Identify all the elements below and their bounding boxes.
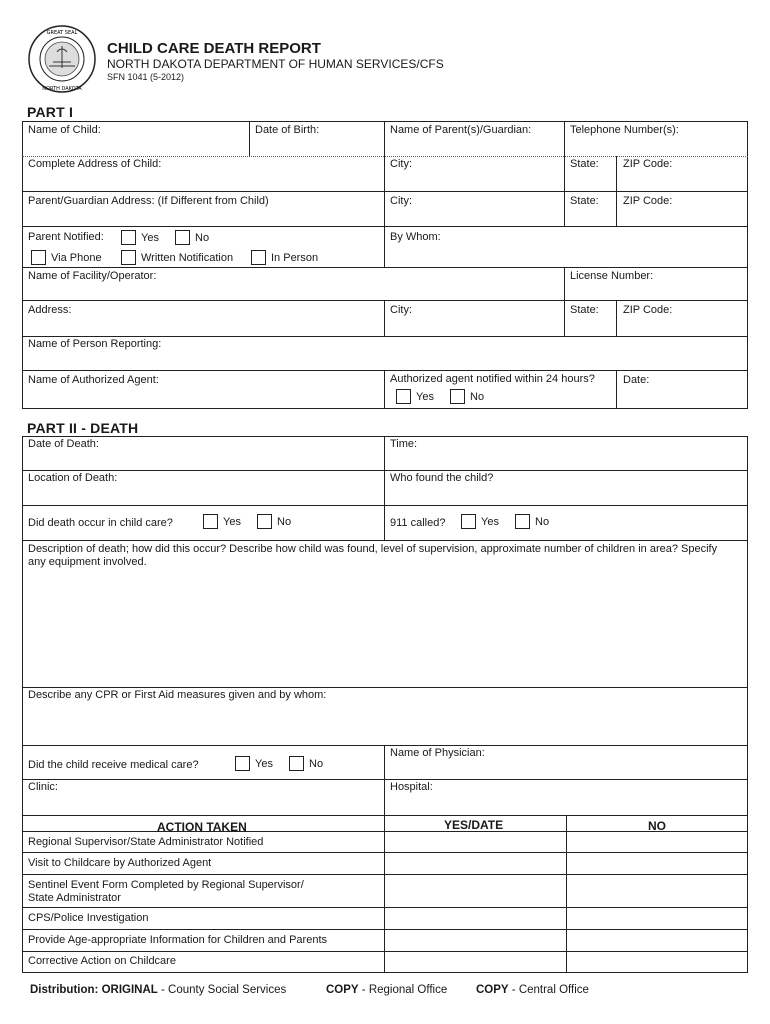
copy-label: COPY <box>326 984 359 996</box>
child-address-field[interactable]: Complete Address of Child: <box>28 158 162 170</box>
form-title: CHILD CARE DEATH REPORT <box>107 40 321 57</box>
clinic-field[interactable]: Clinic: <box>28 781 58 793</box>
in-person-label: In Person <box>271 252 319 264</box>
person-reporting-field[interactable]: Name of Person Reporting: <box>28 338 162 350</box>
copy-central-dest: - Central Office <box>508 984 589 996</box>
death-in-care-yes-checkbox[interactable] <box>203 514 218 529</box>
guardian-state-field[interactable]: State: <box>570 195 599 207</box>
guardian-zip-field[interactable]: ZIP Code: <box>623 195 673 207</box>
guardian-city-field[interactable]: City: <box>390 195 412 207</box>
called-911-no-label: No <box>535 516 550 528</box>
date-of-death-field[interactable]: Date of Death: <box>28 438 99 450</box>
medical-care-yes-checkbox[interactable] <box>235 756 250 771</box>
physician-field[interactable]: Name of Physician: <box>390 747 485 759</box>
agent-notified-label: Authorized agent notified within 24 hours? <box>390 373 595 385</box>
copy-central <box>476 984 589 997</box>
medical-care-label: Did the child receive medical care? <box>28 759 199 771</box>
action-row: CPS/Police Investigation <box>28 912 149 924</box>
death-in-care-yes-label: Yes <box>223 516 241 528</box>
part2-heading: PART II - DEATH <box>27 420 139 436</box>
name-of-child-field[interactable]: Name of Child: <box>28 124 101 136</box>
action-row: Sentinel Event Form Completed by Regional Supervisor/ State Administrator <box>28 879 304 904</box>
action-row: Provide Age-appropriate Information for Children and Parents <box>28 934 328 946</box>
part1-heading: PART I <box>27 104 74 120</box>
parent-notified-yes-checkbox[interactable] <box>121 230 136 245</box>
called-911-yes-label: Yes <box>481 516 499 528</box>
action-taken-header: ACTION TAKEN <box>157 820 247 834</box>
telephone-field[interactable]: Telephone Number(s): <box>570 124 679 136</box>
form-number: SFN 1041 (5-2012) <box>107 72 185 82</box>
time-field[interactable]: Time: <box>390 438 418 450</box>
license-field[interactable]: License Number: <box>570 270 654 282</box>
copy-regional <box>326 984 447 997</box>
by-whom-field[interactable]: By Whom: <box>390 231 441 243</box>
parent-name-field[interactable]: Name of Parent(s)/Guardian: <box>390 124 532 136</box>
agent-notified-no-checkbox[interactable] <box>450 389 465 404</box>
agent-notified-no-label: No <box>470 391 485 403</box>
child-city-field[interactable]: City: <box>390 158 412 170</box>
distribution-label: Distribution: <box>30 984 99 996</box>
written-notification-label: Written Notification <box>141 252 234 264</box>
agent-notified-yes-checkbox[interactable] <box>396 389 411 404</box>
agent-notified-yes-label: Yes <box>416 391 434 403</box>
facility-field[interactable]: Name of Facility/Operator: <box>28 270 157 282</box>
copy-label: COPY <box>476 984 509 996</box>
parent-notified-label: Parent Notified: <box>28 231 104 243</box>
state-seal <box>27 24 97 94</box>
child-state-field[interactable]: State: <box>570 158 599 170</box>
who-found-field[interactable]: Who found the child? <box>390 472 494 484</box>
action-row: Corrective Action on Childcare <box>28 955 176 967</box>
yes-date-header: YES/DATE <box>444 818 504 832</box>
action-row: Regional Supervisor/State Administrator Notified <box>28 836 264 848</box>
via-phone-label: Via Phone <box>51 252 102 264</box>
called-911-label: 911 called? <box>390 517 446 529</box>
parent-notified-yes-label: Yes <box>141 232 159 244</box>
no-header: NO <box>648 819 666 833</box>
medical-care-no-checkbox[interactable] <box>289 756 304 771</box>
parent-notified-no-checkbox[interactable] <box>175 230 190 245</box>
cpr-field[interactable]: Describe any CPR or First Aid measures given and by whom: <box>28 689 327 701</box>
facility-zip-field[interactable]: ZIP Code: <box>623 304 673 316</box>
in-person-checkbox[interactable] <box>251 250 266 265</box>
agent-date-field[interactable]: Date: <box>623 374 650 386</box>
distribution-line <box>30 984 286 997</box>
called-911-no-checkbox[interactable] <box>515 514 530 529</box>
death-in-care-no-checkbox[interactable] <box>257 514 272 529</box>
copy-regional-dest: - Regional Office <box>358 984 448 996</box>
called-911-yes-checkbox[interactable] <box>461 514 476 529</box>
department: NORTH DAKOTA DEPARTMENT OF HUMAN SERVICES/CFS <box>107 57 444 71</box>
action-row: Visit to Childcare by Authorized Agent <box>28 857 212 869</box>
facility-address-field[interactable]: Address: <box>28 304 72 316</box>
death-in-care-label: Did death occur in child care? <box>28 517 173 529</box>
original-label: ORIGINAL <box>101 984 158 996</box>
guardian-address-field[interactable]: Parent/Guardian Address: (If Different from Child) <box>28 195 269 207</box>
written-notification-checkbox[interactable] <box>121 250 136 265</box>
via-phone-checkbox[interactable] <box>31 250 46 265</box>
facility-state-field[interactable]: State: <box>570 304 599 316</box>
parent-notified-no-label: No <box>195 232 210 244</box>
original-dest: - County Social Services <box>157 984 287 996</box>
hospital-field[interactable]: Hospital: <box>390 781 433 793</box>
svg-text:NORTH DAKOTA: NORTH DAKOTA <box>42 86 82 92</box>
medical-care-yes-label: Yes <box>255 758 273 770</box>
description-field[interactable]: Description of death; how did this occur? Describe how child was found, level of supervision, approximate number of children in area? Specify any equipment involved. <box>28 543 718 568</box>
death-in-care-no-label: No <box>277 516 292 528</box>
child-zip-field[interactable]: ZIP Code: <box>623 158 673 170</box>
authorized-agent-field[interactable]: Name of Authorized Agent: <box>28 374 159 386</box>
date-of-birth-field[interactable]: Date of Birth: <box>255 124 320 136</box>
facility-city-field[interactable]: City: <box>390 304 412 316</box>
location-of-death-field[interactable]: Location of Death: <box>28 472 118 484</box>
medical-care-no-label: No <box>309 758 324 770</box>
svg-text:GREAT SEAL: GREAT SEAL <box>46 30 78 36</box>
